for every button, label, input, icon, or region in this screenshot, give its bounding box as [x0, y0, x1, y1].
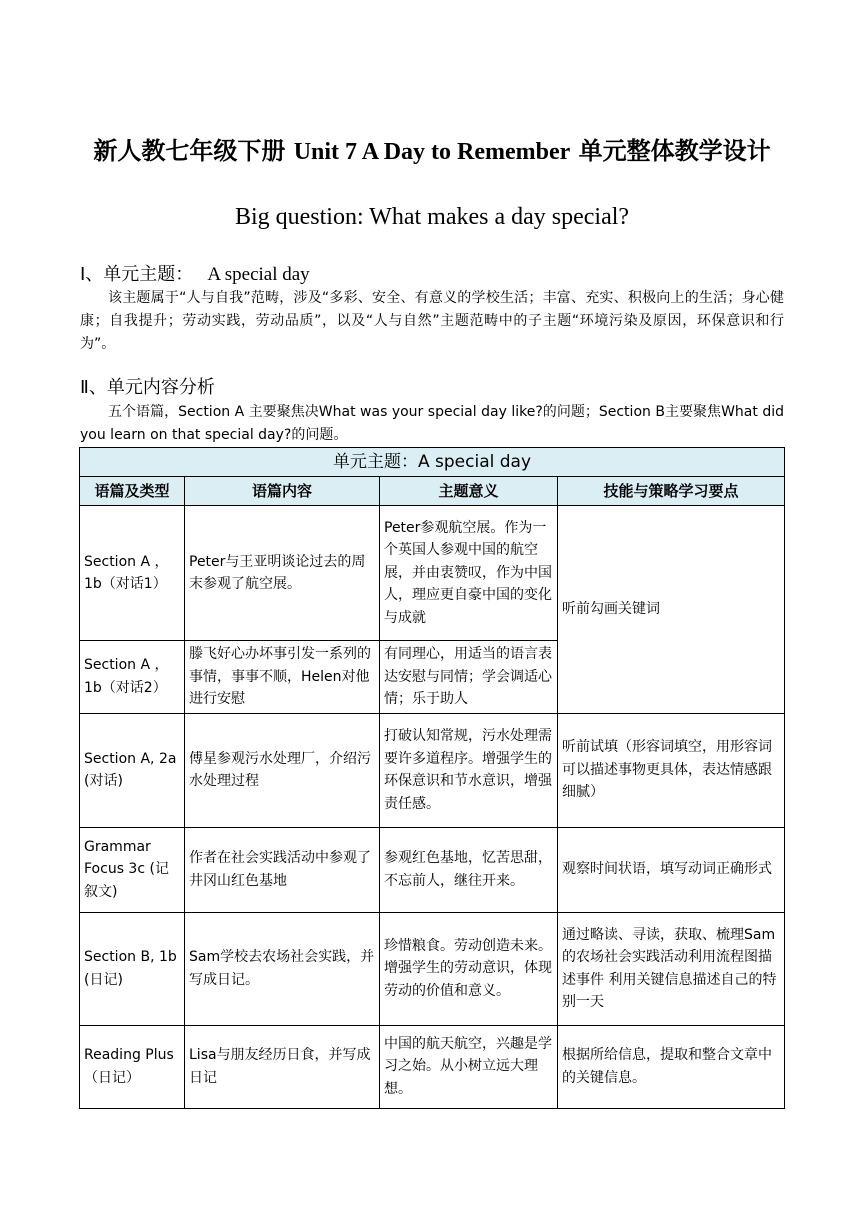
cell-type: Reading Plus（日记）: [80, 1025, 185, 1108]
section-heading-label: Ⅰ、单元主题：: [80, 264, 194, 285]
cell-type: Grammar Focus 3c (记叙文): [80, 827, 185, 912]
title-prefix: 新人教七年级下册: [93, 137, 294, 165]
table-row: [80, 827, 785, 912]
cell-content: Lisa与朋友经历日食，并写成日记: [185, 1025, 380, 1108]
unit-content-table: [79, 447, 785, 1109]
table-caption: 单元主题：A special day: [80, 448, 785, 477]
big-question: Big question: What makes a day special?: [234, 204, 630, 230]
section-heading-theme: [80, 262, 310, 288]
cell-skill: 观察时间状语，填写动词正确形式: [558, 827, 785, 912]
theme-paragraph: 该主题属于“人与自我”范畴，涉及“多彩、安全、有意义的学校生活；丰富、充实、积极向上的生活；身心健康；自我提升；劳动实践，劳动品质”，以及“人与自然”主题范畴中的子主题“环境污染及原因，环保意识和行为”。: [80, 290, 784, 352]
document-title: [80, 134, 784, 169]
cell-content: 傅星参观污水处理厂，介绍污水处理过程: [185, 713, 380, 827]
cell-skill: 根据所给信息，提取和整合文章中的关键信息。: [558, 1025, 785, 1108]
table-row: [80, 506, 785, 641]
title-suffix: 单元整体教学设计: [570, 137, 771, 165]
title-unit: Unit 7 A Day to Remember: [293, 139, 571, 165]
section-heading-analysis: Ⅱ、单元内容分析: [80, 377, 215, 398]
table-row: [80, 912, 785, 1025]
cell-content: Peter与王亚明谈论过去的周末参观了航空展。: [185, 506, 380, 641]
cell-content: 作者在社会实践活动中参观了井冈山红色基地: [185, 827, 380, 912]
table-row: [80, 1025, 785, 1108]
cell-meaning: Peter参观航空展。作为一个英国人参观中国的航空展，并由衷赞叹，作为中国人，理应更自豪中国的变化与成就: [380, 506, 558, 641]
cell-meaning: 中国的航天航空，兴趣是学习之始。从小树立远大理想。: [380, 1025, 558, 1108]
cell-type: Section A ，1b（对话2）: [80, 641, 185, 714]
cell-skill: 听前勾画关键词: [558, 506, 785, 714]
table-header-row: [80, 477, 785, 506]
header-content: 语篇内容: [185, 477, 380, 506]
table-row: [80, 713, 785, 827]
cell-meaning: 打破认知常规，污水处理需要许多道程序。增强学生的环保意识和节水意识，增强责任感。: [380, 713, 558, 827]
unit-theme: A special day: [207, 264, 310, 285]
header-skill: 技能与策略学习要点: [558, 477, 785, 506]
cell-content: Sam学校去农场社会实践，并写成日记。: [185, 912, 380, 1025]
cell-meaning: 有同理心，用适当的语言表达安慰与同情；学会调适心情；乐于助人: [380, 641, 558, 714]
cell-meaning: 参观红色基地，忆苦思甜，不忘前人，继往开来。: [380, 827, 558, 912]
cell-type: Section A, 2a (对话): [80, 713, 185, 827]
table-caption-row: [80, 448, 785, 477]
cell-content: 滕飞好心办坏事引发一系列的事情，事事不顺，Helen对他进行安慰: [185, 641, 380, 714]
header-meaning: 主题意义: [380, 477, 558, 506]
analysis-paragraph: 五个语篇，Section A 主要聚焦决What was your special day like?的问题；Section B主要聚焦What did you learn on that special day?的问题。: [80, 404, 784, 443]
cell-type: Section B, 1b (日记): [80, 912, 185, 1025]
header-type: 语篇及类型: [80, 477, 185, 506]
cell-meaning: 珍惜粮食。劳动创造未来。增强学生的劳动意识，体现劳动的价值和意义。: [380, 912, 558, 1025]
cell-skill: 通过略读、寻读，获取、梳理Sam的农场社会实践活动利用流程图描述事件 利用关键信息描述自己的特别一天: [558, 912, 785, 1025]
cell-type: Section A ，1b（对话1）: [80, 506, 185, 641]
cell-skill: 听前试填（形容词填空，用形容词可以描述事物更具体，表达情感跟细腻）: [558, 713, 785, 827]
